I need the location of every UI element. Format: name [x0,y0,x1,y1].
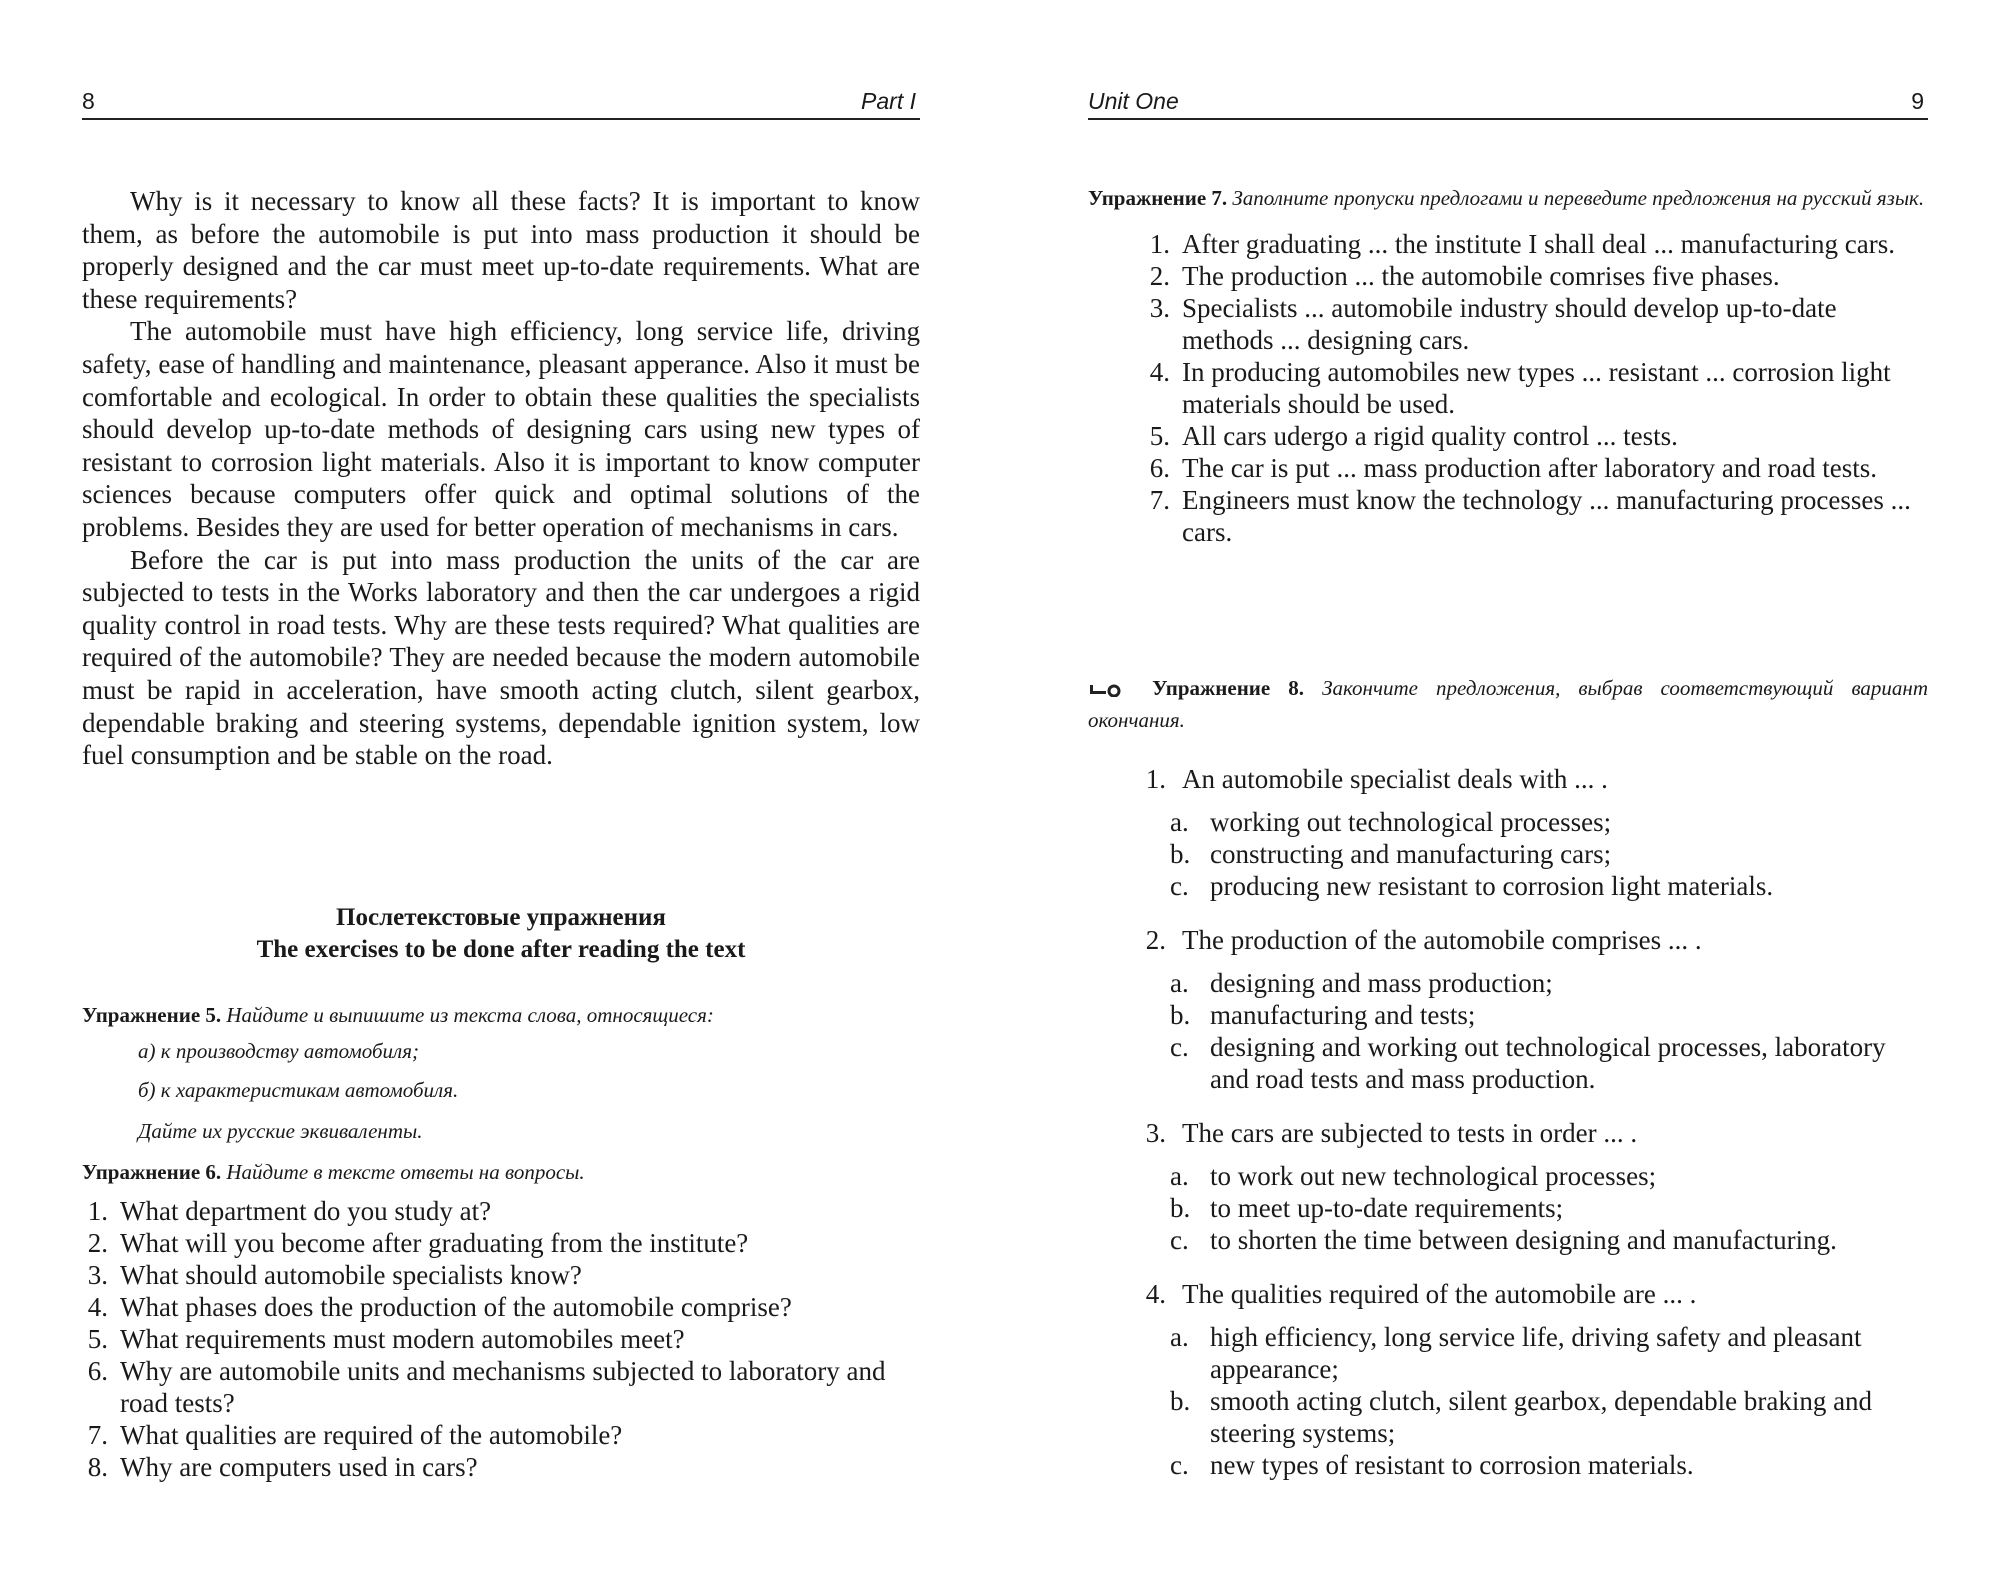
option-letter: c. [1170,1032,1189,1063]
list-item [1144,452,1928,484]
exercise-instruction: Закончите предложения, выбрав соответствующий вариант окончания. [1088,676,1929,733]
option-text: designing and mass production; [1210,968,1553,999]
item-number: 2. [1149,261,1170,291]
question-text: The production of the automobile comprises ... . [1182,925,1702,956]
list-item [1144,356,1928,420]
option-letter: a. [1170,1322,1189,1353]
option-text: smooth acting clutch, silent gearbox, dependable braking and steering systems; [1210,1386,1873,1449]
option-letter: a. [1170,807,1189,838]
running-title: Part I [861,88,916,114]
list-item [1144,484,1928,548]
mc-question [1088,1117,1928,1256]
option-letter: c. [1170,1225,1189,1256]
paragraph: The automobile must have high efficiency, long service life, driving safety, ease of handling and maintenance, pleasant apperance. Also it must be comfortable and ecological. In order to obtain these qualities the specialists should develop up-to-date methods of designing cars using new types of resistant to corrosion light materials. Also it is important to know computer sciences because computers offer quick and optimal solutions of the problems. Besides they are used for better operation of mechanisms in cars. [82,316,920,542]
exercise-header [82,1157,920,1187]
exercise-subitem: б) к характеристикам автомобиля. [138,1078,459,1102]
right-page [1088,0,1928,1573]
list-item [82,1227,920,1259]
option-letter: c. [1170,871,1189,902]
page-number: 8 [82,88,95,114]
mc-option [1088,838,1928,870]
question-text: An automobile specialist deals with ... . [1182,764,1608,795]
list-item [82,1451,920,1483]
item-text: What department do you study at? [120,1196,492,1226]
exercise-label: Упражнение 5. [82,1003,222,1027]
option-letter: b. [1170,839,1191,870]
left-running-head [82,84,920,120]
option-text: high efficiency, long service life, driving safety and pleasant appearance; [1210,1322,1862,1385]
question-text: The cars are subjected to tests in order ... . [1182,1118,1638,1149]
item-number: 2. [1145,925,1166,956]
exercise-header [1088,183,1928,213]
page-number: 9 [1911,88,1924,114]
item-text: Specialists ... automobile industry should develop up-to-date methods ... designing cars. [1182,293,1837,355]
exercise-label: Упражнение 6. [82,1160,222,1184]
item-text: What phases does the production of the automobile comprise? [120,1292,792,1322]
item-number: 4. [1149,357,1170,387]
exercise-instruction: Найдите и выпишите из текста слова, относящиеся: [226,1003,714,1027]
mc-question [1088,1278,1928,1481]
option-text: new types of resistant to corrosion materials. [1210,1450,1694,1481]
paragraph: Before the car is put into mass production the units of the car are subjected to tests in the Works laboratory and then the car undergoes a rigid quality control in road tests. Why are these tests required? What qualities are required of the automobile? They are needed because the modern automobile must be rapid in acceleration, have smooth acting clutch, silent gearbox, dependable braking and steering systems, dependable ignition system, low fuel consumption and be stable on the road. [82,544,920,771]
item-text: What should automobile specialists know? [120,1260,582,1290]
exercise-note: Дайте их русские эквиваленты. [138,1119,423,1143]
item-number: 4. [1145,1279,1166,1310]
item-text: After graduating ... the institute I shall deal ... manufacturing cars. [1182,229,1896,259]
exercise-subitem: а) к производству автомобиля; [138,1039,419,1063]
exercise-7 [1088,183,1928,548]
fill-in-list [1088,228,1928,548]
multiple-choice-list [1088,763,1928,1481]
running-title: Unit One [1088,88,1179,114]
exercise-instruction: Заполните пропуски предлогами и переведите предложения на русский язык. [1232,186,1925,210]
item-text: What will you become after graduating from the institute? [120,1228,749,1258]
option-letter: a. [1170,968,1189,999]
option-text: manufacturing and tests; [1210,1000,1476,1031]
item-number: 1. [1149,229,1170,259]
item-text: Why are automobile units and mechanisms subjected to laboratory and road tests? [120,1356,886,1418]
item-text: The production ... the automobile comrises five phases. [1182,261,1780,291]
item-number: 3. [87,1260,108,1290]
list-item [1144,228,1928,260]
option-text: designing and working out technological processes, laboratory and road tests and mass production. [1210,1032,1886,1095]
option-letter: c. [1170,1450,1189,1481]
item-number: 7. [87,1420,108,1450]
mc-option [1088,1385,1928,1449]
option-text: to shorten the time between designing and manufacturing. [1210,1225,1837,1256]
exercise-8 [1088,673,1928,1503]
question-text: The qualities required of the automobile are ... . [1182,1279,1697,1310]
mc-option [1088,1224,1928,1256]
exercise-header [82,1000,920,1030]
exercise-instruction: Найдите в тексте ответы на вопросы. [226,1160,585,1184]
list-item [82,1355,920,1419]
mc-option [1088,967,1928,999]
item-text: What qualities are required of the automobile? [120,1420,623,1450]
item-text: All cars udergo a rigid quality control ... tests. [1182,421,1678,451]
list-item [82,1195,920,1227]
item-text: Engineers must know the technology ... manufacturing processes ... cars. [1182,485,1911,547]
option-text: working out technological processes; [1210,807,1612,838]
key-icon [1088,675,1128,705]
item-text: The car is put ... mass production after laboratory and road tests. [1182,453,1878,483]
option-letter: b. [1170,1193,1191,1224]
mc-option [1088,870,1928,902]
exercise-label: Упражнение 7. [1088,186,1228,210]
item-number: 5. [87,1324,108,1354]
mc-option [1088,1321,1928,1385]
exercise-header [1088,673,1928,735]
item-number: 5. [1149,421,1170,451]
heading-russian: Послетекстовые упражнения [336,904,666,931]
left-page [82,0,920,1573]
mc-option [1088,1160,1928,1192]
heading-english: The exercises to be done after reading the text [256,936,746,963]
mc-option [1088,999,1928,1031]
item-number: 4. [87,1292,108,1322]
option-letter: b. [1170,1000,1191,1031]
option-text: producing new resistant to corrosion light materials. [1210,871,1774,902]
item-number: 8. [87,1452,108,1482]
mc-option [1088,1449,1928,1481]
exercise-5 [82,1000,920,1151]
option-text: to meet up-to-date requirements; [1210,1193,1564,1224]
right-running-head [1088,84,1928,120]
item-number: 1. [1145,764,1166,795]
list-item [82,1323,920,1355]
item-number: 7. [1149,485,1170,515]
mc-option [1088,1031,1928,1095]
option-letter: b. [1170,1386,1191,1417]
list-item [1144,260,1928,292]
item-number: 2. [87,1228,108,1258]
section-heading [82,902,920,966]
mc-question [1088,763,1928,902]
mc-option [1088,806,1928,838]
item-number: 3. [1149,293,1170,323]
list-item [82,1419,920,1451]
exercise-label: Упражнение 8. [1152,676,1305,700]
item-text: What requirements must modern automobiles meet? [120,1324,685,1354]
mc-question [1088,924,1928,1095]
list-item [82,1291,920,1323]
item-number: 6. [1149,453,1170,483]
list-item [1144,420,1928,452]
option-text: constructing and manufacturing cars; [1210,839,1612,870]
mc-option [1088,1192,1928,1224]
item-text: Why are computers used in cars? [120,1452,478,1482]
option-text: to work out new technological processes; [1210,1161,1657,1192]
list-item [82,1259,920,1291]
item-number: 3. [1145,1118,1166,1149]
question-list [82,1195,920,1483]
main-text [82,185,920,772]
item-number: 6. [87,1356,108,1386]
option-letter: a. [1170,1161,1189,1192]
item-number: 1. [87,1196,108,1226]
exercise-6 [82,1157,920,1483]
list-item [1144,292,1928,356]
item-text: In producing automobiles new types ... resistant ... corrosion light materials should be used. [1182,357,1891,419]
paragraph: Why is it necessary to know all these facts? It is important to know them, as before the automobile is put into mass production it should be properly designed and the car must meet up-to-date requirements. What are these requirements? [82,186,920,314]
